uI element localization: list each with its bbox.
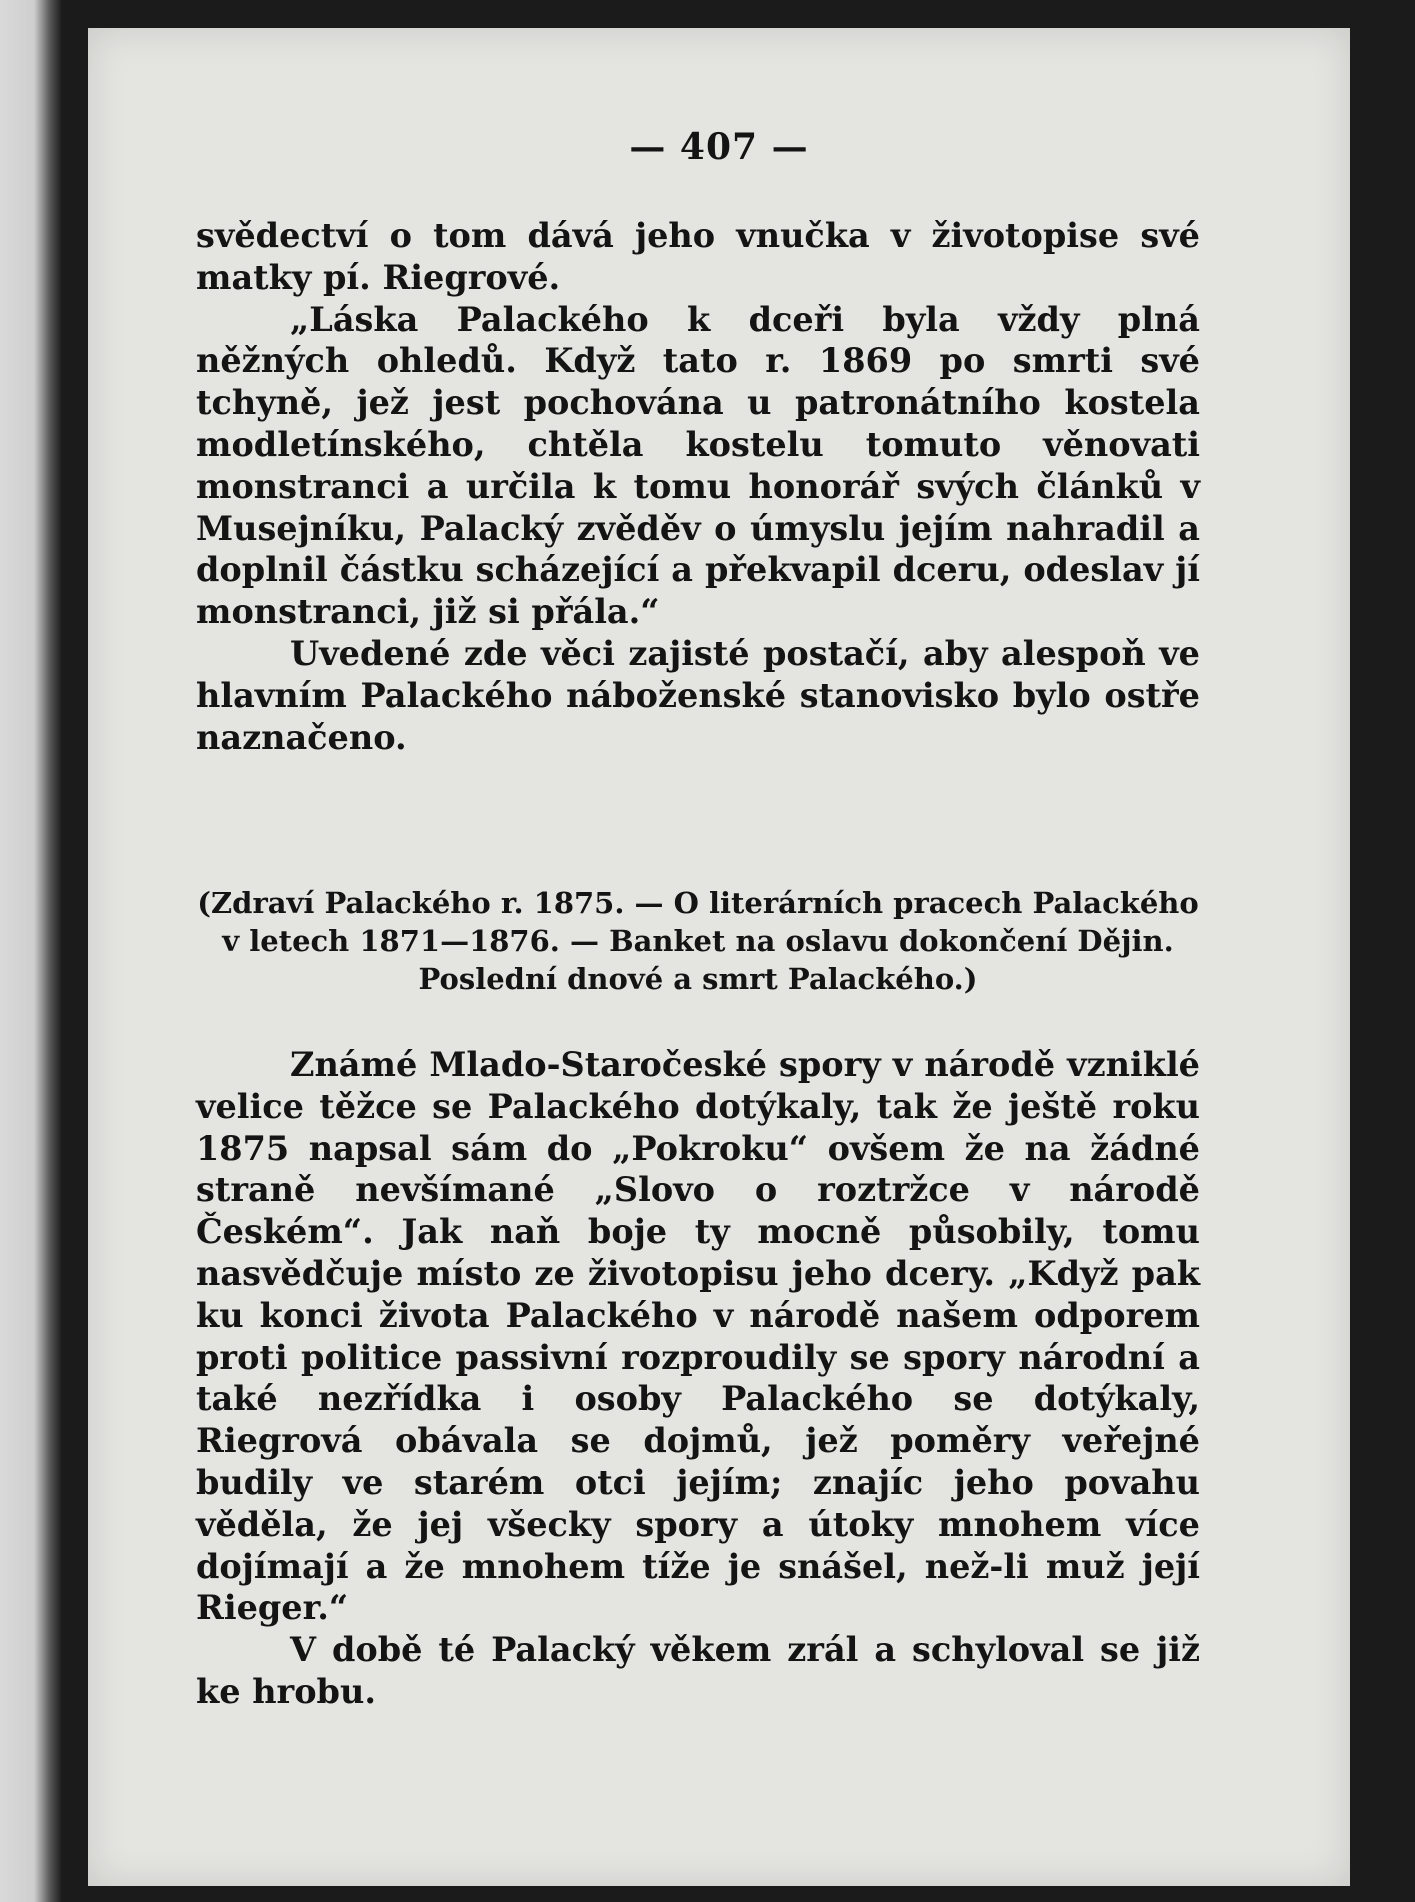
text-block-bottom bbox=[196, 1044, 1200, 1713]
text-block-top bbox=[196, 215, 1200, 758]
page-number: — 407 — bbox=[629, 126, 809, 168]
chapter-summary-text: (Zdraví Palackého r. 1875. — O literárních pracech Palackého v letech 1871—1876. — Banket na oslavu dokončení Dějin. Poslední dnové a smrt Palackého.) bbox=[197, 886, 1199, 996]
book-page bbox=[88, 28, 1350, 1886]
paragraph-quote-monstrance: „Láska Palackého k dceři byla vždy plná něžných ohledů. Když tato r. 1869 po smrti své tchyně, jež jest pochována u patronátního kostela modletínského, chtěla kostelu tomuto věnovati monstranci a určila k tomu honorář svých článků v Musejníku, Palacký zvěděv o úmyslu jejím nahradil a doplnil částku scházející a překvapil dceru, odeslav jí monstranci, již si přála.“ bbox=[196, 299, 1200, 632]
paragraph-final: V době té Palacký věkem zrál a schyloval se již ke hrobu. bbox=[196, 1630, 1200, 1711]
adjacent-page-edge bbox=[0, 0, 62, 1902]
paragraph-disputes: Známé Mlado-Staročeské spory v národě vzniklé velice těžce se Palackého dotýkaly, tak že ještě roku 1875 napsal sám do „Pokroku“ ovšem že na žádné straně nevšímané „Slovo o roztržce v národě Českém“. Jak naň boje ty mocně působily, tomu nasvědčuje místo ze životopisu jeho dcery. „Když pak ku konci života Palackého v národě našem odporem proti politice passivní rozproudily se spory národní a také nezřídka i osoby Palackého se dotýkaly, Riegrová obávala se dojmů, jež poměry veřejné budily ve starém otci jejím; znajíc jeho povahu věděla, že jej všecky spory a útoky mnohem více dojímají a že mnohem tíže je snášel, než-li muž její Rieger.“ bbox=[196, 1045, 1200, 1628]
paragraph-continuation: svědectví o tom dává jeho vnučka v životopise své matky pí. Riegrové. bbox=[196, 216, 1200, 297]
chapter-summary bbox=[196, 884, 1200, 998]
paragraph-religious-stance: Uvedené zde věci zajisté postačí, aby alespoň ve hlavním Palackého náboženské stanovisko bylo ostře naznačeno. bbox=[196, 633, 1200, 757]
